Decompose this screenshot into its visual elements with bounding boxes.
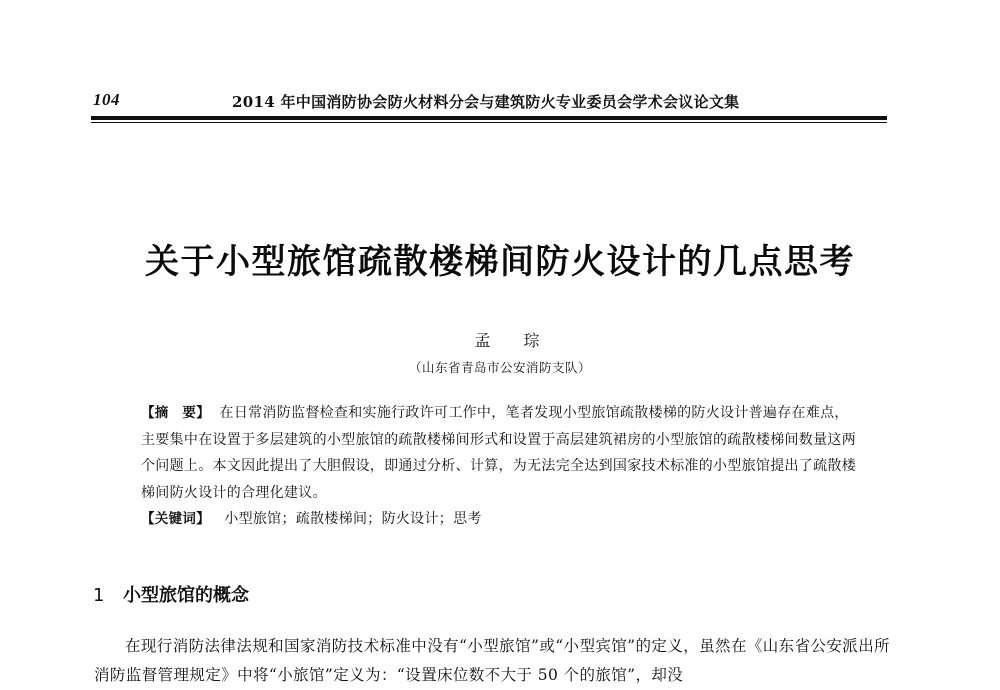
header-rule-thin: [91, 122, 887, 123]
section-title: 小型旅馆的概念: [123, 585, 249, 606]
section-heading: [93, 581, 249, 607]
keywords-text: 小型旅馆；疏散楼梯间；防火设计；思考: [224, 511, 482, 527]
body-paragraph: 在现行消防法律法规和国家消防技术标准中没有“小型旅馆”或“小型宾馆”的定义，虽然在《山东省公安派出所消防监督管理规定》中将“小旅馆”定义为：“设置床位数不大于 50 个的旅馆”，却没: [94, 637, 890, 684]
abstract-text: 在日常消防监督检查和实施行政许可工作中，笔者发现小型旅馆疏散楼梯的防火设计普遍存在难点，主要集中在设置于多层建筑的小型旅馆的疏散楼梯间形式和设置于高层建筑裙房的小型旅馆的疏散楼梯间数量这两个问题上。本文因此提出了大胆假设，即通过分析、计算，为无法完全达到国家技术标准的小型旅馆提出了疏散楼梯间防火设计的合理化建议。: [141, 405, 856, 501]
header-rule-thick: [91, 116, 887, 120]
keywords-line: [141, 507, 482, 528]
author-affiliation: （山东省青岛市公安消防支队）: [408, 360, 591, 375]
section-number: 1: [93, 585, 105, 606]
abstract-label: 【摘 要】: [141, 405, 210, 421]
running-head: 2014 年中国消防协会防火材料分会与建筑防火专业委员会学术会议论文集: [232, 93, 740, 111]
author-name: 孟 琮: [474, 331, 554, 350]
keywords-label: 【关键词】: [141, 511, 210, 527]
article-title: 关于小型旅馆疏散楼梯间防火设计的几点思考: [145, 242, 855, 282]
abstract-block: [141, 400, 859, 506]
body-text: [94, 632, 890, 690]
page-number: 104: [93, 90, 120, 109]
abstract-paragraph: [141, 400, 859, 506]
